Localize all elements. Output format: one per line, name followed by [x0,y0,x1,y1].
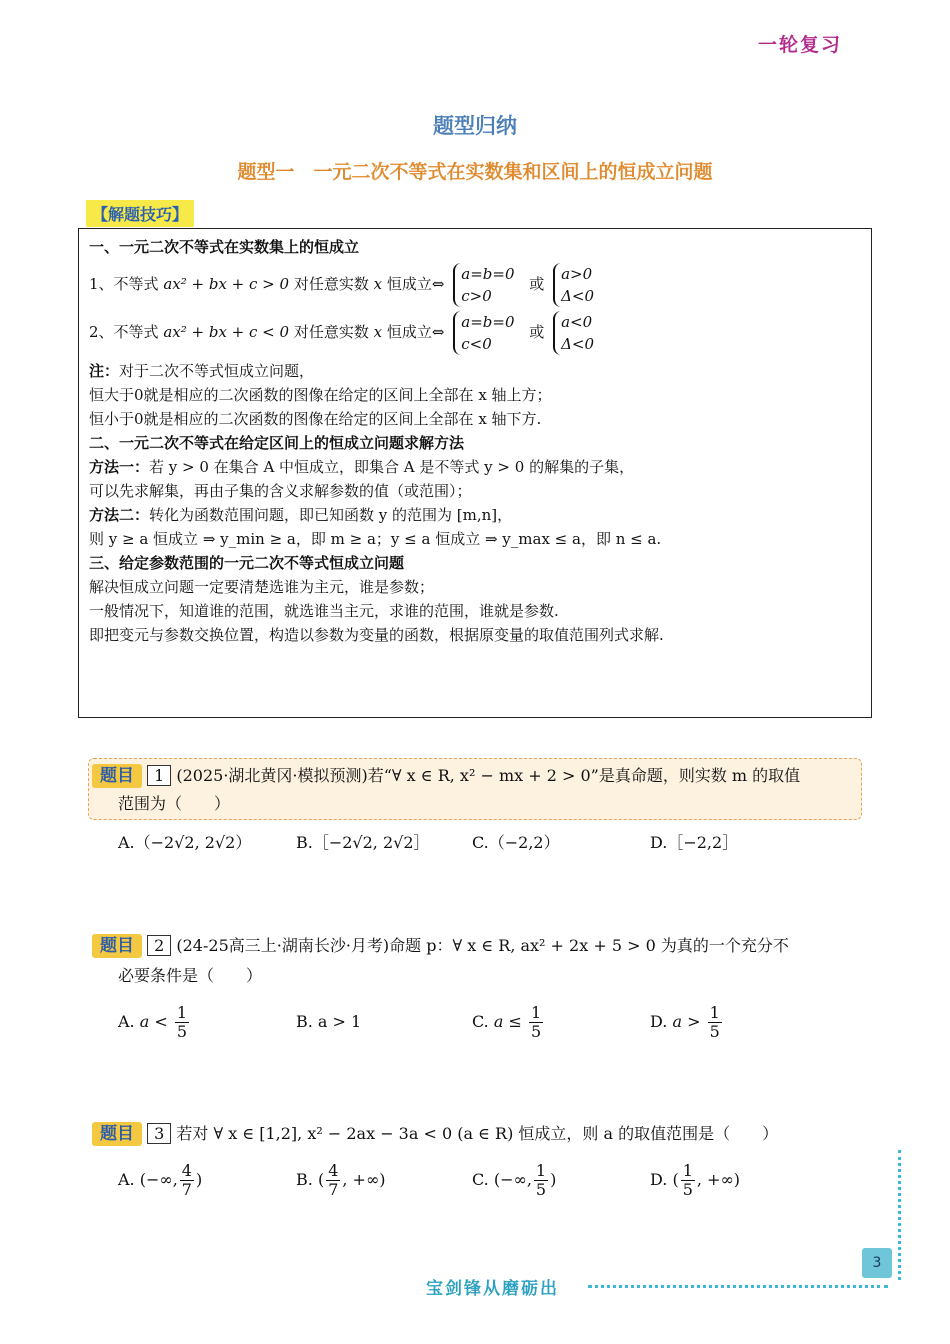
section-subtitle: 题型一 一元二次不等式在实数集和区间上的恒成立问题 [237,161,713,183]
system-brace: a>0 Δ<0 [553,263,600,307]
question-number: 2 [147,935,171,956]
tips-note-line: 恒大于0就是相应的二次函数的图像在给定的区间上全部在 x 轴上方； [89,386,552,404]
question-label: 题目 [92,764,142,788]
question-2 [92,932,789,960]
question-text-line: 范围为（ ） [118,794,231,813]
tips-box [78,228,872,718]
option-d[interactable]: D.［−2,2］ [650,833,739,852]
option-b[interactable]: B.［−2√2, 2√2］ [296,833,430,852]
system-brace: a<0 Δ<0 [553,311,600,355]
tips-heading-3: 三、给定参数范围的一元二次不等式恒成立问题 [89,554,405,572]
option-b[interactable]: B. a > 1 [296,1012,362,1031]
header-tag: 一轮复习 [757,34,842,56]
question-text: 若对 ∀ x ∈ [1,2], x² − 2ax − 3a < 0 (a ∈ R) 恒成立，则 a 的取值范围是（ ） [176,1124,779,1143]
tips-heading-1: 一、一元二次不等式在实数集上的恒成立 [89,238,360,256]
system-brace: a=b=0 c>0 [453,263,520,307]
option-c[interactable]: C.（−2,2） [472,833,560,852]
option-d[interactable]: D. a > $\frac{1}{5}$ [650,1003,720,1041]
option-b[interactable]: B. ( $\frac{4}{7}$ , +∞) [296,1161,386,1199]
question-label: 题目 [92,934,142,958]
tips-method-line: 则 y ≥ a 恒成立 ⇒ y_min ≥ a，即 m ≥ a；y ≤ a 恒成立 ⇒ y_max ≤ a，即 n ≤ a. [89,530,662,548]
dotted-border-right [898,1150,907,1280]
tips-method-1: 方法一：若 y > 0 在集合 A 中恒成立，即集合 A 是不等式 y > 0 的解集的子集， [89,458,635,476]
tips-text-line: 解决恒成立问题一定要清楚选谁为主元，谁是参数； [89,578,435,596]
option-c[interactable]: C. (−∞, $\frac{1}{5}$ ) [472,1161,557,1199]
tips-note: 注：对于二次不等式恒成立问题， [89,362,315,380]
section-title: 题型归纳 [433,114,517,138]
option-c[interactable]: C. a ≤ $\frac{1}{5}$ [472,1003,542,1041]
tips-method-line: 可以先求解集，再由子集的含义求解参数的值（或范围）； [89,482,472,500]
tips-note-line: 恒小于0就是相应的二次函数的图像在给定的区间上全部在 x 轴下方. [89,410,542,428]
option-a[interactable]: A. (−∞, $\frac{4}{7}$ ) [118,1161,203,1199]
dotted-border-bottom [588,1285,888,1288]
option-a[interactable]: A. a < $\frac{1}{5}$ [118,1003,188,1041]
question-text: (24-25高三上·湖南长沙·月考)命题 p：∀ x ∈ R, ax² + 2x + 5 > 0 为真的一个充分不 [176,936,789,955]
question-3 [92,1120,778,1148]
question-number: 3 [147,1123,171,1144]
tips-rule-1: 1、不等式 ax² + bx + c > 0 对任意实数 x 恒成立⇔ a=b=0 c>0 或 a>0 Δ<0 [89,263,861,307]
question-text: (2025·湖北黄冈·模拟预测)若“∀ x ∈ R, x² − mx + 2 > 0”是真命题，则实数 m 的取值 [176,766,801,785]
tips-method-2: 方法二：转化为函数范围问题，即已知函数 y 的范围为 [m,n]， [89,506,513,524]
footer-slogan: 宝剑锋从磨砺出 [426,1279,559,1299]
option-a[interactable]: A.（−2√2, 2√2） [118,833,252,852]
tips-rule-2: 2、不等式 ax² + bx + c < 0 对任意实数 x 恒成立⇔ a=b=0 c<0 或 a<0 Δ<0 [89,311,861,355]
question-number: 1 [147,765,171,786]
question-1 [92,762,800,790]
system-brace: a=b=0 c<0 [453,311,520,355]
tips-tag: 【解题技巧】 [86,200,194,227]
tips-text-line: 一般情况下，知道谁的范围，就选谁当主元，求谁的范围，谁就是参数. [89,602,559,620]
tips-text-line: 即把变元与参数交换位置，构造以参数为变量的函数，根据原变量的取值范围列式求解. [89,626,664,644]
question-label: 题目 [92,1122,142,1146]
option-d[interactable]: D. ( $\frac{1}{5}$ , +∞) [650,1161,741,1199]
tips-heading-2: 二、一元二次不等式在给定区间上的恒成立问题求解方法 [89,434,465,452]
page-number: 3 [862,1248,892,1278]
question-text-line: 必要条件是（ ） [118,966,263,985]
